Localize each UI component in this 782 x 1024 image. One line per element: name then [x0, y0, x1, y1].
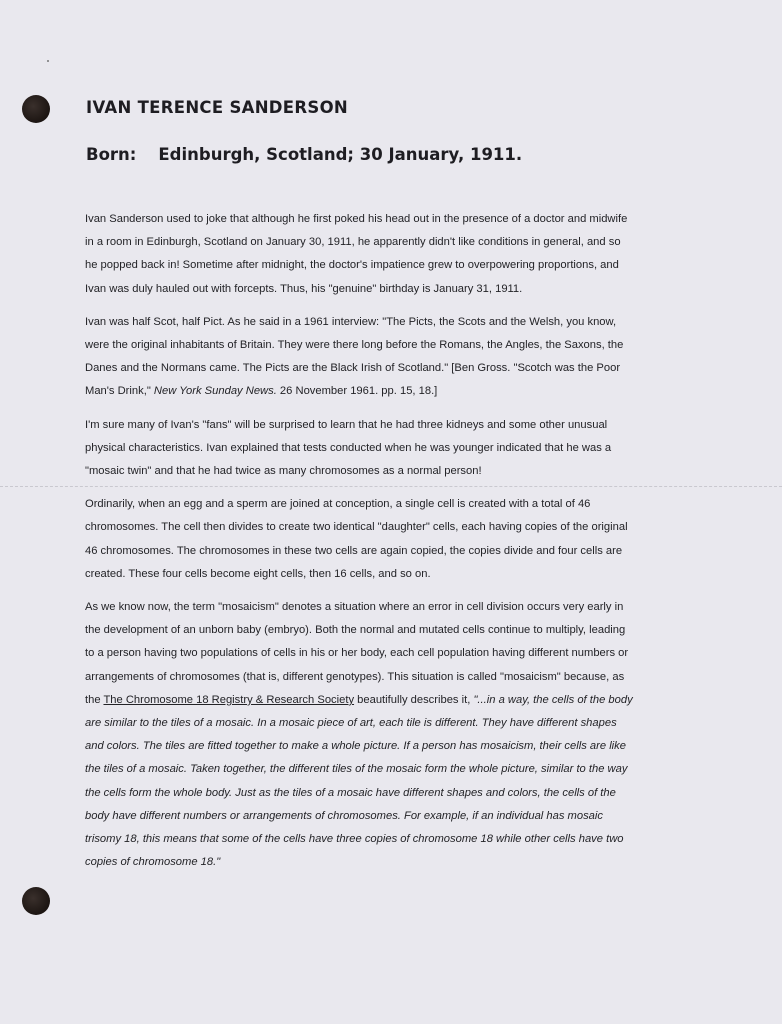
text-line: in a room in Edinburgh, Scotland on January 30, 1911, he apparently didn't like conditions in general, and so — [85, 236, 621, 249]
page-title: IVAN TERENCE SANDERSON — [86, 98, 349, 117]
text-line: to a person having two populations of cells in his or her body, each cell population having different numbers or — [85, 647, 629, 660]
text-line: physical characteristics. Ivan explained that tests conducted when he was younger indicated that he was a — [85, 441, 612, 454]
text-line — [85, 689, 685, 712]
text-line: arrangements of chromosomes (that is, different genotypes). This situation is called "mosaicism" because, as — [85, 670, 625, 683]
text-segment: Man's Drink," — [85, 385, 154, 398]
quote-line: are similar to the tiles of a mosaic. In a mosaic piece of art, each tile is different. They have different shapes — [85, 717, 617, 730]
text-line: the development of an unborn baby (embryo). Both the normal and mutated cells continue to multiply, leading — [85, 624, 626, 637]
paper-speck — [47, 60, 49, 62]
registry-link[interactable]: The Chromosome 18 Registry & Research Society — [103, 693, 355, 706]
text-line: Ivan Sanderson used to joke that although he first poked his head out in the presence of a doctor and midwife — [85, 213, 628, 225]
text-line: Ivan was half Scot, half Pict. As he said in a 1961 interview: "The Picts, the Scots and the Welsh, you know, — [85, 315, 617, 328]
text-line: created. These four cells become eight cells, then 16 cells, and so on. — [85, 567, 431, 580]
quote-line: the cells form the whole body. Just as the tiles of a mosaic have different shapes and colors, the cells of the — [85, 786, 616, 799]
text-line: I'm sure many of Ivan's "fans" will be surprised to learn that he had three kidneys and some other unusual — [85, 418, 608, 431]
text-line: Ivan was duly hauled out with forcepts. Thus, his "genuine" birthday is January 31, 1911. — [85, 282, 523, 295]
born-label: Born: — [86, 145, 137, 164]
text-segment: the — [85, 693, 104, 706]
born-value: Edinburgh, Scotland; 30 January, 1911. — [158, 145, 523, 164]
quote-line: and colors. The tiles are fitted together to make a whole picture. If a person has mosaicism, their cells are like — [85, 740, 626, 753]
text-line: "mosaic twin" and that he had twice as many chromosomes as a normal person! — [85, 465, 482, 478]
born-line — [86, 145, 522, 164]
paragraph-1 — [85, 208, 685, 301]
quote-line: the tiles of a mosaic. Taken together, the different tiles of the mosaic form the whole picture, similar to the way — [85, 763, 628, 776]
text-segment: 26 November 1961. pp. 15, 18.] — [276, 385, 438, 398]
punch-hole-top — [22, 95, 50, 123]
text-line — [85, 380, 685, 403]
text-line: he popped back in! Sometime after midnight, the doctor's impatience grew to overpowering proportions, and — [85, 259, 619, 272]
text-line: As we know now, the term "mosaicism" denotes a situation where an error in cell division occurs very early in — [85, 601, 624, 614]
newspaper-title: New York Sunday News. — [153, 385, 277, 398]
quote-line: body have different numbers or arrangements of chromosomes. For example, if an individual has mosaic — [85, 809, 603, 822]
paragraph-2 — [85, 311, 685, 404]
text-line: chromosomes. The cell then divides to create two identical "daughter" cells, each having copies of the original — [85, 521, 628, 534]
text-line: Danes and the Normans came. The Picts are the Black Irish of Scotland." [Ben Gross. "Scotch was the Poor — [85, 362, 621, 375]
paragraph-5 — [85, 596, 685, 874]
quote-start: "...in a way, the cells of the body — [473, 693, 633, 706]
text-line: 46 chromosomes. The chromosomes in these two cells are again copied, the copies divide and four cells are — [85, 544, 623, 557]
punch-hole-bottom — [22, 887, 50, 915]
document-body — [85, 208, 685, 884]
text-line: Ordinarily, when an egg and a sperm are joined at conception, a single cell is created with a total of 46 — [85, 498, 591, 511]
text-line: were the original inhabitants of Britain. They were there long before the Romans, the Angles, the Saxons, the — [85, 339, 624, 352]
paragraph-3 — [85, 414, 685, 484]
quote-line: trisomy 18, this means that some of the cells have three copies of chromosome 18 while other cells have two — [85, 833, 624, 846]
text-segment: beautifully describes it, — [354, 693, 474, 706]
quote-line: copies of chromosome 18." — [85, 856, 221, 869]
paragraph-4 — [85, 493, 685, 586]
